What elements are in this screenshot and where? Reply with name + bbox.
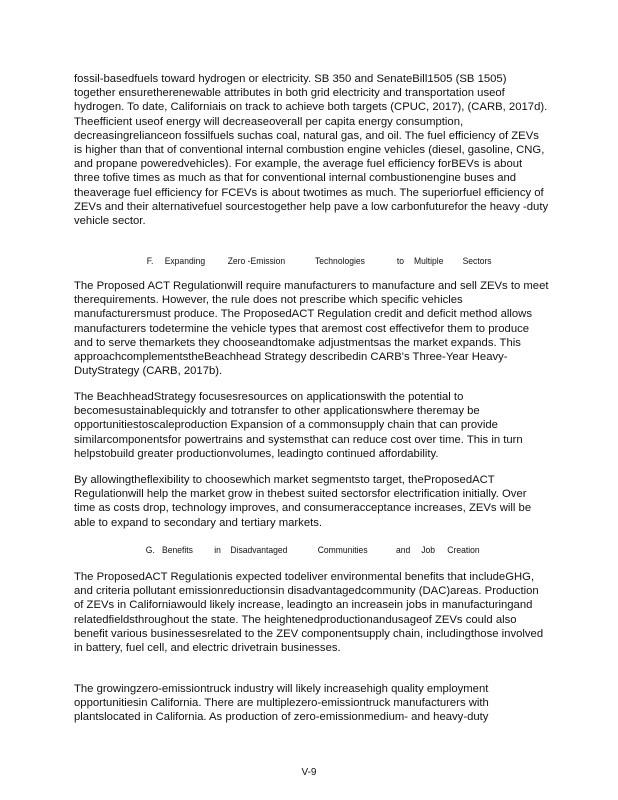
heading-g-word-benefits: Benefits (162, 545, 193, 556)
heading-g-word-job: Job (421, 545, 435, 556)
paragraph-beachhead-strategy: The BeachheadStrategy focusesresources on applicationswith the potential to becomesustainablequickly and totransfer to other applicationswhere theremay be opportunitiestoscaleproduction Expansion of a commonsupply chain that can provide similarcomponentsfor powertrains and systemsthat can reduce cost over time. This in turn helpstobuild greater productionvolumes, leadingto continued affordability. (74, 391, 523, 460)
heading-g-word-disadvantaged: Disadvantaged (230, 545, 288, 556)
section-heading-f (0, 256, 556, 270)
paragraph-employment: The growingzero-emissiontruck industry will likely increasehigh quality employment opportunitiesin California. There are multiplezero-emissiontruck manufacturers with plantslocated in California. As production of zero-emissionmedium- and heavy-duty (74, 683, 489, 724)
heading-f-word-technologies: Technologies (315, 256, 365, 267)
section-heading-g (0, 545, 556, 559)
paragraph-dac-benefits: The ProposedACT Regulationis expected todeliver environmental benefits that includeGHG, and criteria pollutant emissionreductionsin disadvantagedcommunity (DAC)areas. Production of ZEVs in Californiawould likely increase, leadingto an increasein jobs in manufacturingand relatedfieldsthroughout the state. The heightenedproductionandusageof ZEVs could also benefit various businessesrelated to the ZEV componentsupply chain, includingthose involved in battery, fuel cell, and electric drivetrain businesses. (74, 571, 544, 655)
heading-f-word-expanding: Expanding (164, 256, 206, 267)
paragraph-fuel-efficiency: fossil-basedfuels toward hydrogen or electricity. SB 350 and SenateBill1505 (SB 1505) together ensuretherenewable attributes in both grid electricity and transportation useof hydrogen. To date, Californiais on track to achieve both targets (CPUC, 2017), (CARB, 2017d). Theefficient useof energy will decreaseoverall per capita energy consumption, decreasingrelianceon fossilfuels suchas coal, natural gas, and oil. The fuel efficiency of ZEVs is higher than that of conventional internal combustion engine vehicles (diesel, gasoline, CNG, and propane poweredvehicles). For example, the average fuel efficiency forBEVs is about three tofive times as much as that for conventional internal combustionengine buses and theaverage fuel efficiency for FCEVs is about twotimes as much. The superiorfuel efficiency of ZEVs and their alternativefuel sourcestogether help pave a low carbonfuturefor the heavy -duty vehicle sector. (74, 73, 549, 228)
heading-f-word-sectors: Sectors (462, 256, 492, 267)
heading-f-word-multiple: Multiple (414, 256, 444, 267)
heading-f-word-to: to (396, 256, 405, 267)
heading-g-word-creation: Creation (447, 545, 480, 556)
heading-g-word-communities: Communities (317, 545, 368, 556)
page-number: V-9 (301, 767, 317, 778)
heading-g-word-in: in (214, 545, 221, 556)
paragraph-market-segments: By allowingtheflexibility to choosewhich market segmentsto target, theProposedACT Regulationwill help the market grow in thebest suited sectorsfor electrification initially. Over time as costs drop, technology improves, and consumeracceptance increases, ZEVs will be able to expand to secondary and tertiary markets. (74, 474, 532, 529)
paragraph-regulation-flexibility: The Proposed ACT Regulationwill require manufacturers to manufacture and sell ZEVs to meet therequirements. However, the rule does not prescribe which specific vehicles manufacturersmust produce. The ProposedACT Regulation credit and deficit method allows manufacturers todetermine the vehicle types that aremost cost effectivefor them to produce and to serve themarkets they chooseandtomake adjustmentsas the market expands. This approachcomplementstheBeachhead Strategy describedin CARB's Three-Year Heavy-DutyStrategy (CARB, 2017b). (74, 280, 549, 378)
heading-g-word-and: and (396, 545, 411, 556)
heading-f-word-zero-emission: Zero -Emission (227, 256, 286, 267)
heading-g-letter: G. (145, 545, 155, 556)
heading-f-letter: F. (146, 256, 154, 267)
